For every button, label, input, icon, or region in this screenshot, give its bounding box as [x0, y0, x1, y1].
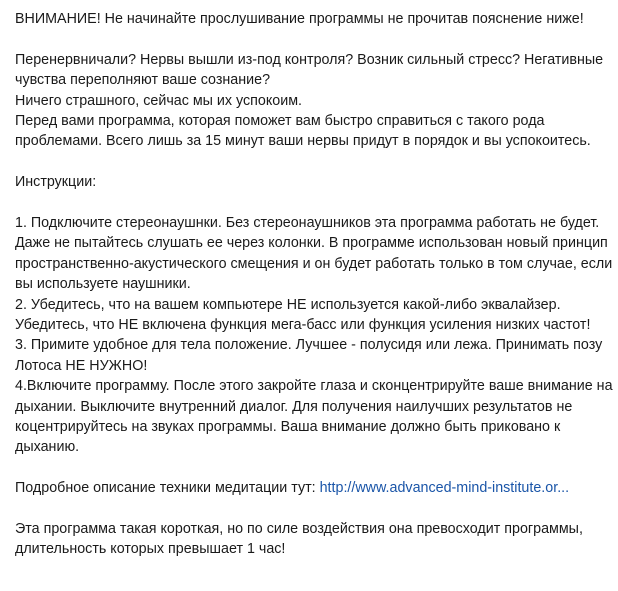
instruction-line: вы используете наушники.	[15, 276, 191, 293]
instruction-line: дыхании. Выключите внутренний диалог. Для получения наилучших результатов не	[15, 398, 573, 415]
intro-line: Ничего страшного, сейчас мы их успокоим.	[15, 92, 303, 109]
instruction-line: 1. Подключите стереонаушнки. Без стереонаушников эта программа работать не будет.	[15, 215, 600, 232]
instructions-heading-paragraph	[15, 172, 608, 192]
intro-line: чувства переполняют ваше сознание?	[15, 72, 271, 89]
intro-line: Перенервничали? Нервы вышли из-под контроля? Возник сильный стресс? Негативные	[15, 51, 604, 68]
instruction-line: Даже не пытайтесь слушать ее через колонки. В программе использован новый принцип	[15, 235, 608, 252]
closing-paragraph	[15, 519, 608, 560]
warning-text: ВНИМАНИЕ! Не начинайте прослушивание программы не прочитав пояснение ниже!	[15, 11, 584, 27]
technique-label: Подробное описание техники медитации тут:	[15, 480, 320, 497]
instruction-line: 2. Убедитесь, что на вашем компьютере НЕ используется какой-либо эквалайзер.	[15, 296, 561, 313]
technique-line	[15, 478, 608, 498]
instruction-line: Убедитесь, что НЕ включена функция мега-басс или функция усиления низких частот!	[15, 317, 591, 334]
instruction-line: пространственно-акустического смещения и он будет работать только в том случае, если	[15, 255, 613, 272]
instructions-paragraph	[15, 213, 613, 458]
warning-paragraph	[15, 9, 608, 29]
intro-paragraph	[15, 50, 608, 152]
instruction-line: 3. Примите удобное для тела положение. Лучшее - полусидя или лежа. Принимать позу	[15, 337, 603, 354]
intro-line: Перед вами программа, которая поможет вам быстро справиться с такого рода	[15, 113, 545, 130]
technique-paragraph	[15, 478, 608, 498]
intro-line: проблемами. Всего лишь за 15 минут ваши нервы придут в порядок и вы успокоитесь.	[15, 133, 591, 150]
technique-link[interactable]: http://www.advanced-mind-institute.or...	[319, 480, 570, 497]
closing-line: Эта программа такая короткая, но по силе воздействия она превосходит программы,	[15, 521, 583, 538]
instruction-line: Лотоса НЕ НУЖНО!	[15, 357, 148, 374]
instruction-line: 4.Включите программу. После этого закройте глаза и сконцентрируйте ваше внимание на	[15, 378, 613, 395]
instruction-line: коцентрируйтесь на звуках программы. Ваша внимание должно быть приковано к	[15, 419, 561, 436]
instruction-line: дыханию.	[15, 439, 80, 456]
closing-line: длительность которых превышает 1 час!	[15, 541, 286, 558]
instructions-heading: Инструкции:	[15, 174, 97, 191]
